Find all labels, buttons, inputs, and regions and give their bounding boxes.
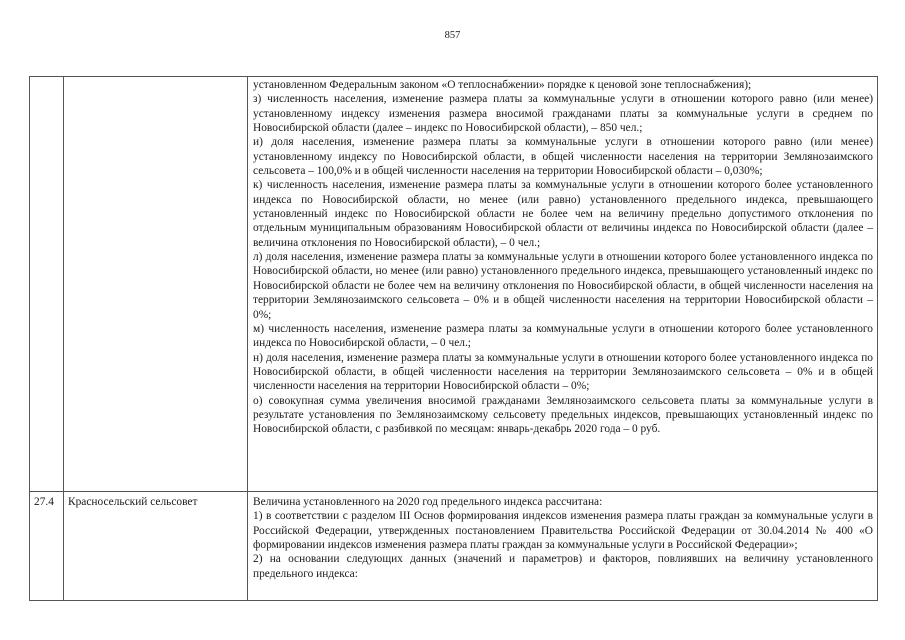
municipality-name bbox=[64, 77, 247, 81]
paragraph: м) численность населения, изменение размера платы за коммунальные услуги в отношении которого более установленного индекса по Новосибирской области, – 0 чел.; bbox=[253, 322, 873, 350]
municipality-name: Красносельский сельсовет bbox=[68, 496, 198, 508]
row-number-cell bbox=[30, 492, 64, 601]
paragraph: 2) на основании следующих данных (значений и параметров) и факторов, повлиявших на величину установленного предельного индекса: bbox=[253, 553, 873, 580]
page-number: 857 bbox=[444, 30, 461, 41]
municipality-name-cell bbox=[64, 77, 248, 492]
paragraph: установленном Федеральным законом «О теплоснабжении» порядке к ценовой зоне теплоснабжения); bbox=[253, 79, 752, 91]
paragraph: и) доля населения, изменение размера платы за коммунальные услуги в отношении которого равно (или менее) установленному индексу по Новосибирской области, в общей численности населения на территории Землянозаимского сельсовета – 100,0% и в общей численности населения на территории Новосибирской области – 0,030%; bbox=[253, 136, 873, 178]
row-number: 27.4 bbox=[34, 496, 54, 508]
paragraph: Величина установленного на 2020 год предельного индекса рассчитана: bbox=[253, 496, 603, 508]
municipality-name-cell bbox=[64, 492, 248, 601]
calculation-text-cell bbox=[248, 492, 878, 601]
table-row bbox=[30, 492, 878, 601]
paragraph: л) доля населения, изменение размера платы за коммунальные услуги в отношении которого более установленного индекса по Новосибирской области, но менее (или равно) установленного предельного индекса, превышающего установленный индекс по Новосибирской области не более чем на величину отклонения по Новосибирской области, в общей численности населения на территории Землянозаимского сельсовета – 0% и в общей численности населения на территории Новосибирской области – 0%; bbox=[253, 251, 873, 321]
calculation-text-cell bbox=[248, 77, 878, 492]
paragraph: о) совокупная сумма увеличения вносимой гражданами Землянозаимского сельсовета платы за коммунальные услуги в результате установления по Землянозаимскому сельсовету предельных индексов, превышающих установленный индекс по Новосибирской области, с разбивкой по месяцам: январь-декабрь 2020 года – 0 руб. bbox=[253, 394, 873, 436]
paragraph: н) доля населения, изменение размера платы за коммунальные услуги в отношении которого более установленного индекса по Новосибирской области, в общей численности населения на территории Землянозаимского сельсовета – 0% и в общей численности населения на территории Новосибирской области – 0%; bbox=[253, 351, 873, 393]
table-row bbox=[30, 77, 878, 492]
row-number bbox=[30, 77, 63, 81]
paragraph: 1) в соответствии с разделом III Основ формирования индексов изменения размера платы граждан за коммунальные услуги в Российской Федерации, утвержденных постановлением Правительства Российской Федерации от 30.04.2014 № 400 «О формировании индексов изменения размера платы граждан за коммунальные услуги в Российской Федерации»; bbox=[253, 510, 873, 552]
paragraph: з) численность населения, изменение размера платы за коммунальные услуги в отношении которого равно (или менее) установленному индексу изменения размера вносимой гражданами платы за коммунальные услуги в среднем по Новосибирской области (далее – индекс по Новосибирской области), – 850 чел.; bbox=[253, 93, 873, 135]
row-number-cell bbox=[30, 77, 64, 492]
document-table bbox=[29, 76, 878, 601]
paragraph: к) численность населения, изменение размера платы за коммунальные услуги в отношении которого более установленного индекса по Новосибирской области, но менее (или равно) установленного предельного индекса, превышающего установленный индекс по Новосибирской области не более чем на величину предельно допустимого отклонения по отдельным муниципальным образованиям Новосибирской области от величины индекса по Новосибирской области (далее – величина отклонения по Новосибирской области), – 0 чел.; bbox=[253, 179, 873, 249]
